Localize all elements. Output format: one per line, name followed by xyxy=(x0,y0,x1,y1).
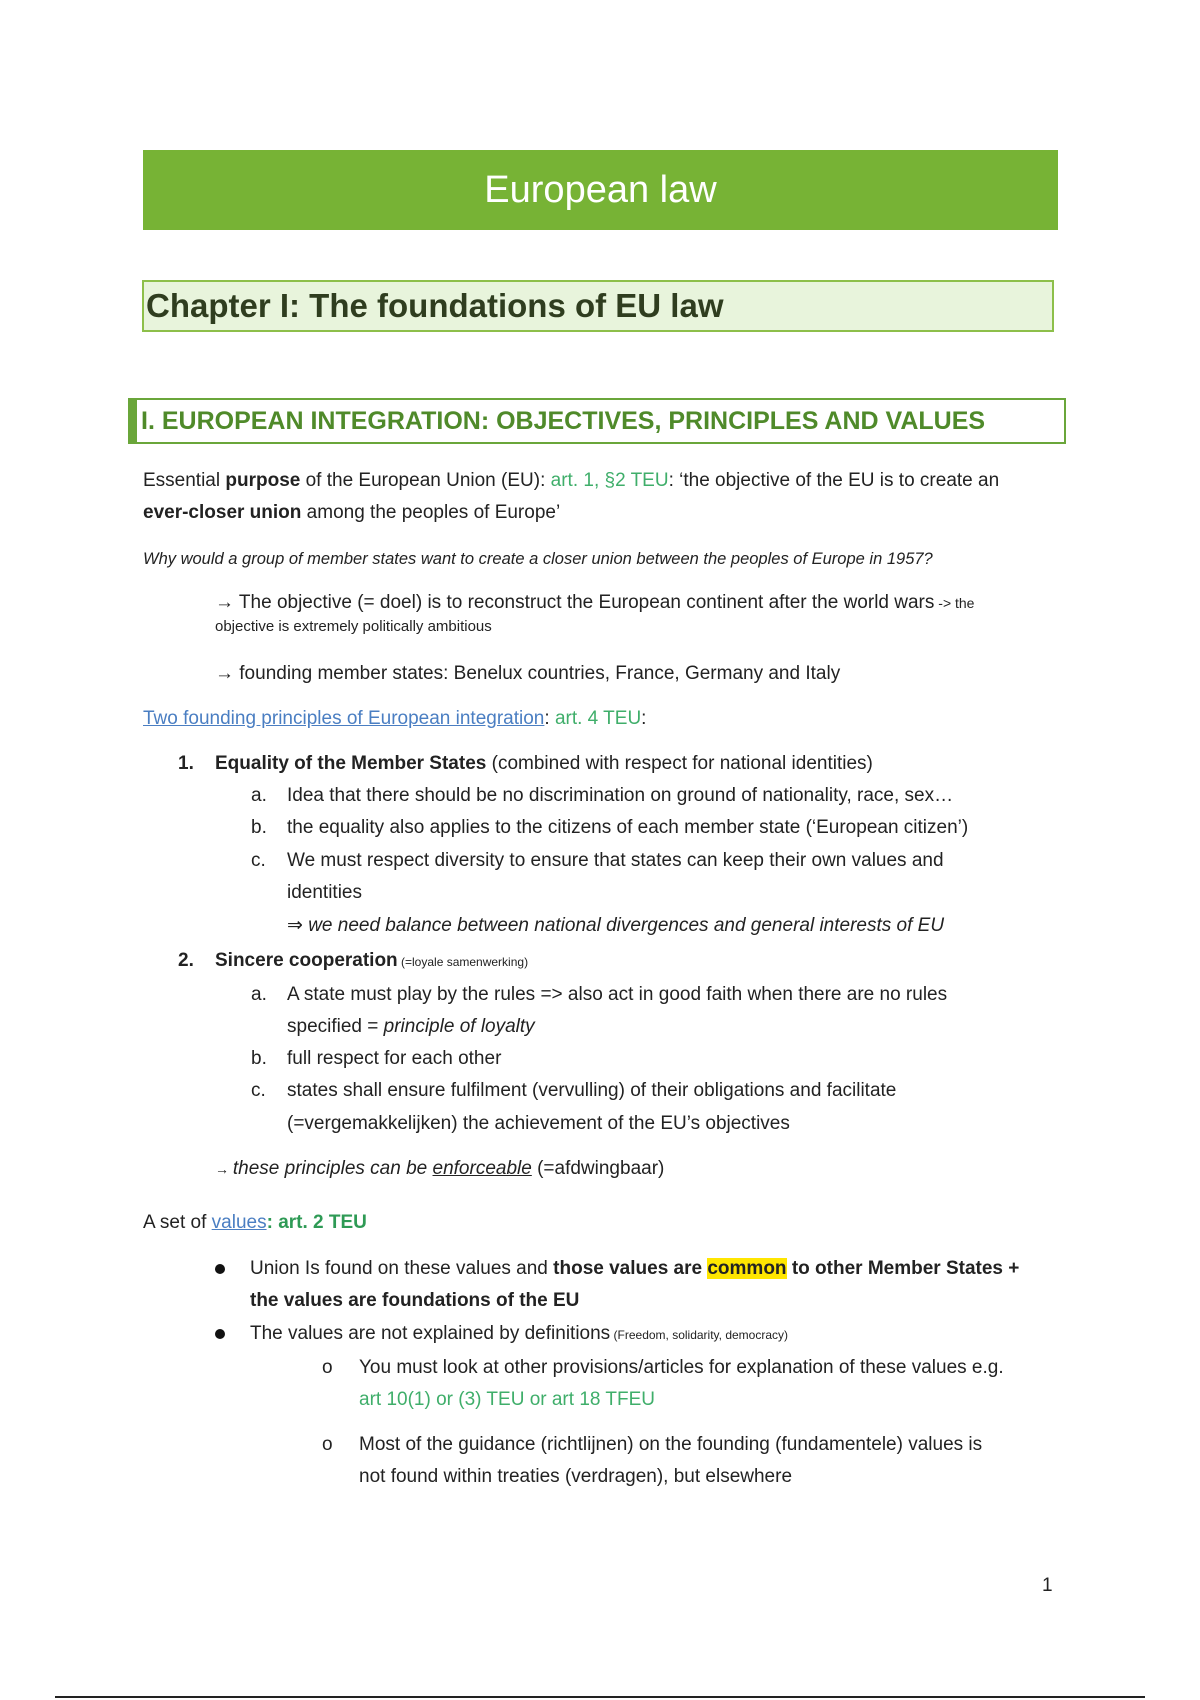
bullet-1-line-1 xyxy=(250,1253,1019,1285)
intro-line-1 xyxy=(143,465,999,497)
arrow-founding-states: → founding member states: Benelux countries, France, Germany and Italy xyxy=(215,663,841,684)
bullet-1-text: Union Is found on these values and xyxy=(250,1258,554,1279)
enforceable-translation: (=afdwingbaar) xyxy=(531,1158,665,1179)
principle-2c-line-2: (=vergemakkelijken) the achievement of the EU’s objectives xyxy=(287,1113,790,1134)
intro-text: among the peoples of Europe’ xyxy=(301,502,561,523)
principle-1b: the equality also applies to the citizens of each member state (‘European citizen’) xyxy=(287,817,969,838)
principle-1b-marker: b. xyxy=(251,817,267,838)
values-heading xyxy=(143,1207,367,1239)
principle-2b: full respect for each other xyxy=(287,1048,502,1069)
principle-2a-line-2 xyxy=(287,1011,535,1043)
bullet-2-text: The values are not explained by definitions xyxy=(250,1323,611,1344)
bullet-2-dot xyxy=(215,1329,225,1339)
principles-heading xyxy=(143,703,646,735)
principle-1-title: Equality of the Member States xyxy=(215,753,487,774)
principles-colon: : xyxy=(544,708,555,729)
principle-1c-marker: c. xyxy=(251,850,266,871)
values-colon: : xyxy=(266,1212,279,1233)
bullet-2-small: (Freedom, solidarity, democracy) xyxy=(610,1328,789,1342)
principle-2a-line-1: A state must play by the rules => also act in good faith when there are no rules xyxy=(287,984,948,1005)
chapter-heading xyxy=(142,280,1054,332)
principle-2 xyxy=(215,945,528,978)
principles-end: : xyxy=(641,708,647,729)
principle-2-title: Sincere cooperation xyxy=(215,950,398,971)
principle-1a: Idea that there should be no discrimination on ground of nationality, race, sex… xyxy=(287,785,954,806)
principle-1c-line-2: identities xyxy=(287,882,362,903)
principle-2c-line-1: states shall ensure fulfilment (vervulling) of their obligations and facilitate xyxy=(287,1080,897,1101)
bullet-1-bold: to other Member States + xyxy=(786,1258,1020,1279)
sub-bullet-2-marker: o xyxy=(322,1434,333,1455)
principle-2c-marker: c. xyxy=(251,1080,266,1101)
principle-1 xyxy=(215,748,873,780)
intro-ever-closer-union: ever-closer union xyxy=(143,502,302,523)
enforceable-text: these principles can be xyxy=(232,1158,433,1179)
enforceable-note xyxy=(215,1153,664,1185)
bullet-1-dot xyxy=(215,1264,225,1274)
bullet-1-line-2: the values are foundations of the EU xyxy=(250,1290,580,1311)
enforceable-word: enforceable xyxy=(432,1158,532,1179)
section-heading xyxy=(128,398,1066,444)
intro-text: of the European Union (EU): xyxy=(300,470,551,491)
values-link[interactable]: values xyxy=(211,1212,267,1233)
sub-bullet-1-reference: art 10(1) or (3) TEU or art 18 TFEU xyxy=(359,1389,655,1410)
sub-bullet-2-line-2: not found within treaties (verdragen), but elsewhere xyxy=(359,1466,793,1487)
principle-2-number: 2. xyxy=(178,950,194,971)
principle-1a-marker: a. xyxy=(251,785,267,806)
intro-text: : ‘the objective of the EU is to create an xyxy=(668,470,1000,491)
footer-rule xyxy=(55,1696,1145,1698)
principle-2a-marker: a. xyxy=(251,984,267,1005)
arrow-objective xyxy=(215,587,974,619)
principle-2-translation: (=loyale samenwerking) xyxy=(397,955,529,969)
chapter-title: Chapter I: The foundations of EU law xyxy=(146,287,724,324)
document-title: European law xyxy=(484,168,717,211)
principle-1c-conclusion: ⇒ we need balance between national divergences and general interests of EU xyxy=(287,915,945,936)
section-title: I. EUROPEAN INTEGRATION: OBJECTIVES, PRINCIPLES AND VALUES xyxy=(141,406,986,435)
principle-2a-loyalty: principle of loyalty xyxy=(383,1016,535,1037)
principle-1-rest: (combined with respect for national identities) xyxy=(486,753,873,774)
bullet-2 xyxy=(250,1318,788,1351)
principles-link[interactable]: Two founding principles of European integration xyxy=(143,708,545,729)
principle-1c-line-1: We must respect diversity to ensure that states can keep their own values and xyxy=(287,850,944,871)
arrow-objective-line-2: objective is extremely politically ambitious xyxy=(215,618,492,635)
values-reference: art. 2 TEU xyxy=(278,1212,367,1233)
principle-2a-text: specified = xyxy=(287,1016,384,1037)
sub-bullet-2-line-1: Most of the guidance (richtlijnen) on the founding (fundamentele) values is xyxy=(359,1434,983,1455)
intro-text: Essential xyxy=(143,470,226,491)
bullet-1-bold: those values are xyxy=(553,1258,708,1279)
values-text: A set of xyxy=(143,1212,212,1233)
principle-1-number: 1. xyxy=(178,753,194,774)
sub-bullet-1-marker: o xyxy=(322,1357,333,1378)
enforceable-arrow: → xyxy=(215,1161,233,1177)
principles-reference: art. 4 TEU xyxy=(554,708,642,729)
intro-line-2 xyxy=(143,497,560,529)
title-banner xyxy=(143,150,1058,230)
arrow-objective-text: → The objective (= doel) is to reconstruct the European continent after the world wars xyxy=(215,592,935,613)
arrow-objective-small: -> the xyxy=(934,595,975,611)
intro-reference: art. 1, §2 TEU xyxy=(550,470,669,491)
intro-purpose: purpose xyxy=(225,470,301,491)
principle-2b-marker: b. xyxy=(251,1048,267,1069)
page-number: 1 xyxy=(1042,1575,1053,1596)
question: Why would a group of member states want to create a closer union between the peoples of Europe in 1957? xyxy=(143,550,933,568)
sub-bullet-1-line-1: You must look at other provisions/articles for explanation of these values e.g. xyxy=(359,1357,1004,1378)
bullet-1-highlight: common xyxy=(707,1258,787,1279)
